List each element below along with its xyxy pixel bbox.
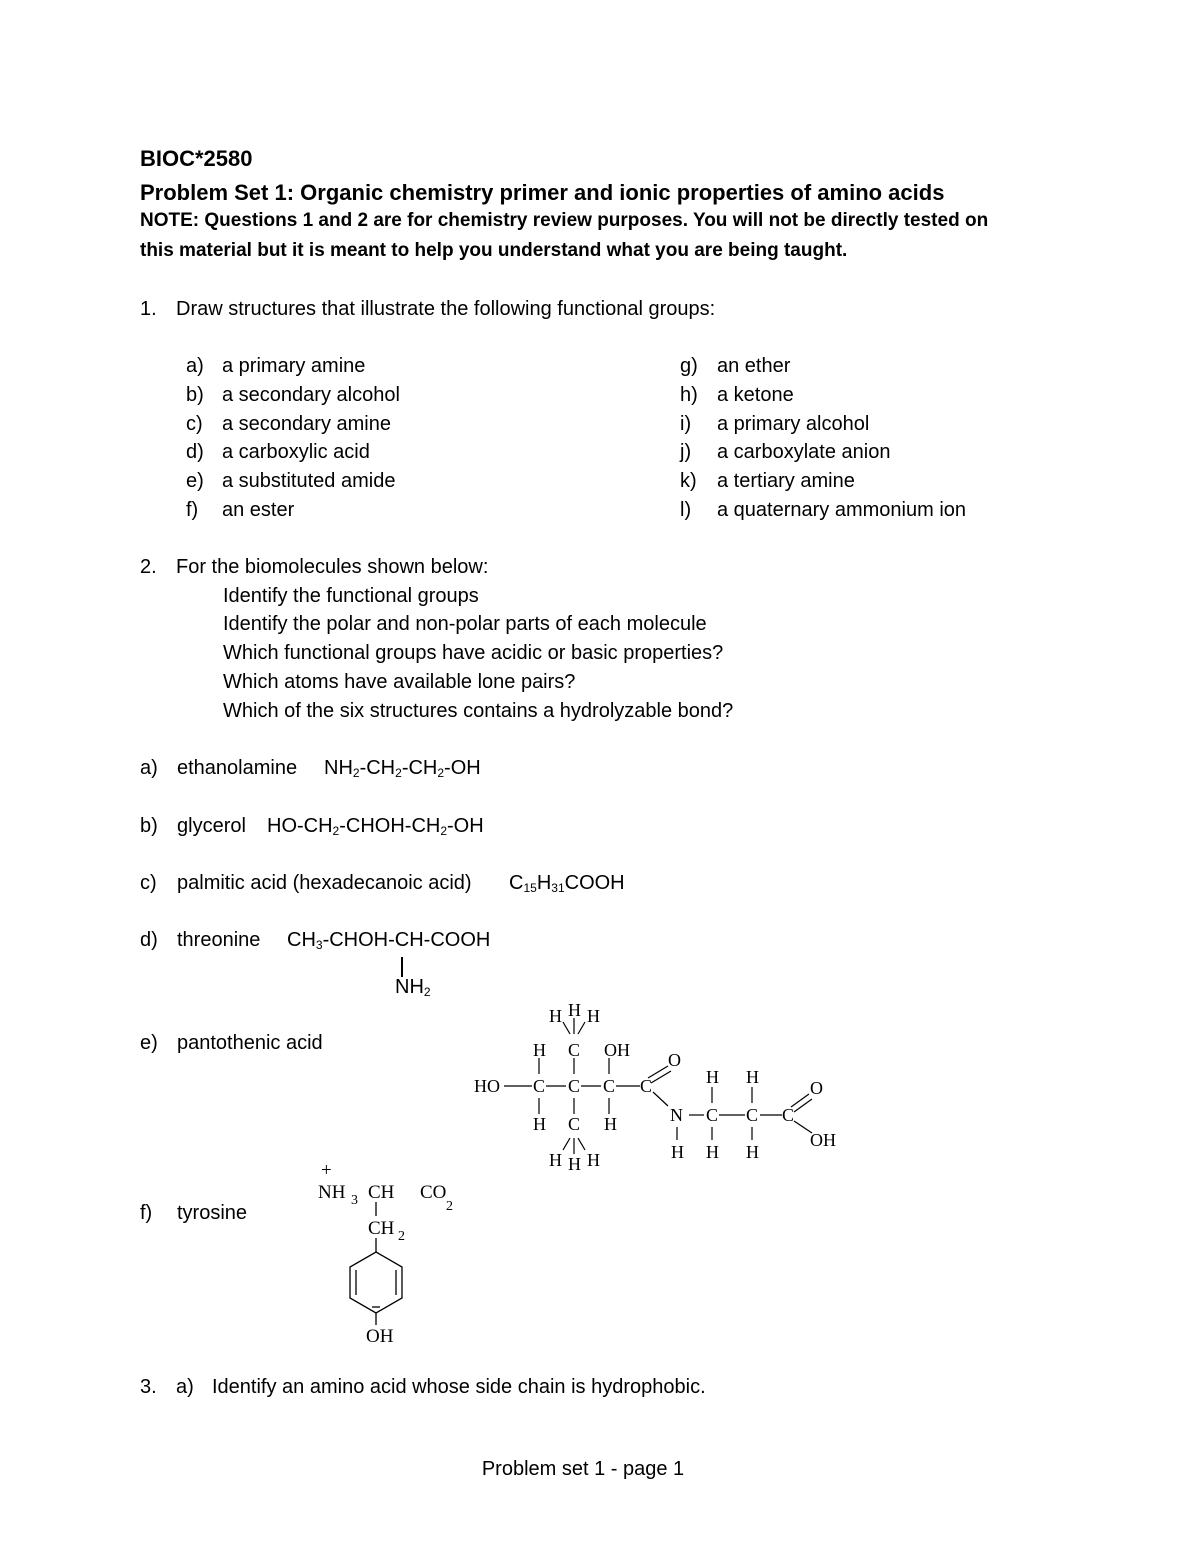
list-item: an ester: [222, 499, 295, 521]
course-code: BIOC*2580: [140, 146, 253, 171]
atom-label: C: [640, 1076, 653, 1096]
q3-letter: a): [176, 1376, 194, 1398]
list-item: a primary alcohol: [717, 413, 870, 435]
task-item: Identify the functional groups: [223, 585, 479, 607]
atom-label: H: [549, 1150, 562, 1170]
task-item: Identify the polar and non-polar parts of each molecule: [223, 613, 707, 635]
atom-label: C: [568, 1114, 581, 1134]
molecule-b-formula: $HO-CH_2-CHOH-CH_2-OH$: [267, 815, 484, 838]
atom-label: H: [587, 1006, 600, 1026]
atom-label: H: [706, 1067, 719, 1087]
list-item-letter: b): [186, 384, 204, 406]
task-item: Which of the six structures contains a hydrolyzable bond?: [223, 700, 734, 722]
atom-label: C: [706, 1105, 719, 1125]
molecule-e-letter: e): [140, 1032, 158, 1054]
atom-label: C: [782, 1105, 795, 1125]
molecule-a-name: ethanolamine: [177, 757, 298, 779]
list-item-letter: h): [680, 384, 698, 406]
list-item: a tertiary amine: [717, 470, 855, 492]
threonine-amino-group: $NH_2$: [395, 976, 431, 999]
list-item-letter: e): [186, 470, 204, 492]
atom-label: CO: [420, 1182, 447, 1203]
list-item-letter: l): [680, 499, 692, 521]
atom-label: C: [533, 1076, 546, 1096]
molecule-d-letter: d): [140, 929, 158, 951]
list-item-letter: f): [186, 499, 199, 521]
list-item: a carboxylic acid: [222, 441, 370, 463]
list-item: a substituted amide: [222, 470, 396, 492]
atom-label: H: [746, 1067, 759, 1087]
task-item: Which atoms have available lone pairs?: [223, 671, 576, 693]
atom-label: N: [670, 1105, 683, 1125]
q3-number: 3.: [140, 1376, 157, 1398]
atom-label: HO: [474, 1076, 500, 1096]
list-item-letter: c): [186, 413, 203, 435]
list-item-letter: i): [680, 413, 692, 435]
atom-label: 3: [351, 1193, 358, 1208]
atom-label: H: [533, 1114, 546, 1134]
molecule-b-name: glycerol: [177, 815, 246, 837]
list-item: a carboxylate anion: [717, 441, 891, 463]
atom-label: O: [810, 1078, 823, 1098]
pantothenic-atoms: [474, 1000, 836, 1174]
molecule-b-letter: b): [140, 815, 158, 837]
atom-label: C: [603, 1076, 616, 1096]
task-item: Which functional groups have acidic or basic properties?: [223, 642, 724, 664]
q2-number: 2.: [140, 556, 157, 578]
molecule-c-letter: c): [140, 872, 157, 894]
page-title: Problem Set 1: Organic chemistry primer and ionic properties of amino acids: [140, 180, 945, 205]
atom-label: NH: [318, 1182, 346, 1203]
atom-label: H: [568, 1000, 581, 1020]
molecule-a-letter: a): [140, 757, 158, 779]
atom-label: H: [549, 1006, 562, 1026]
molecule-e-name: pantothenic acid: [177, 1032, 323, 1054]
atom-label: H: [533, 1040, 546, 1060]
atom-label: H: [706, 1142, 719, 1162]
list-item: an ether: [717, 355, 791, 377]
atom-label: H: [604, 1114, 617, 1134]
list-item: a secondary alcohol: [222, 384, 400, 406]
list-item: a quaternary ammonium ion: [717, 499, 967, 521]
tyrosine-structure: [310, 1160, 480, 1355]
atom-label: H: [568, 1154, 581, 1174]
atom-label: OH: [604, 1040, 630, 1060]
tyrosine-atoms: [318, 1160, 453, 1347]
atom-label: OH: [366, 1326, 394, 1347]
q1-number: 1.: [140, 298, 157, 320]
note-line-2: this material but it is meant to help you understand what you are being taught.: [140, 240, 848, 261]
pantothenic-bonds: [504, 1018, 812, 1154]
list-item: a primary amine: [222, 355, 366, 377]
list-item-letter: k): [680, 470, 697, 492]
list-item-letter: d): [186, 441, 204, 463]
molecule-a-formula: $NH_2-CH_2-CH_2-OH$: [324, 757, 481, 780]
atom-label: C: [568, 1040, 581, 1060]
q3-text: Identify an amino acid whose side chain is hydrophobic.: [212, 1376, 706, 1398]
atom-label: O: [668, 1050, 681, 1070]
atom-label: H: [587, 1150, 600, 1170]
atom-label: OH: [810, 1130, 836, 1150]
atom-label: C: [568, 1076, 581, 1096]
molecule-c-formula: $C_{15}H_{31}COOH$: [509, 872, 625, 895]
list-item: a ketone: [717, 384, 794, 406]
q1-prompt: Draw structures that illustrate the following functional groups:: [176, 298, 716, 320]
list-item: a secondary amine: [222, 413, 391, 435]
list-item-letter: j): [680, 441, 692, 463]
molecule-f-name: tyrosine: [177, 1202, 248, 1224]
pantothenic-acid-structure: [460, 1000, 860, 1180]
charge-plus: +: [321, 1160, 332, 1181]
atom-label: CH: [368, 1182, 395, 1203]
molecule-f-letter: f): [140, 1202, 153, 1224]
list-item-letter: a): [186, 355, 204, 377]
molecule-d-formula: $CH_3-CHOH-CH$-COOH: [287, 929, 491, 952]
molecule-d-name: threonine: [177, 929, 261, 951]
atom-label: 2: [446, 1199, 453, 1214]
threonine-bond: [401, 957, 403, 977]
page-footer: Problem set 1 - page 1: [481, 1458, 685, 1480]
note-line-1: NOTE: Questions 1 and 2 are for chemistry review purposes. You will not be directly tested on: [140, 210, 989, 231]
atom-label: CH: [368, 1218, 395, 1239]
atom-label: C: [746, 1105, 759, 1125]
atom-label: H: [746, 1142, 759, 1162]
atom-label: 2: [398, 1229, 405, 1244]
list-item-letter: g): [680, 355, 698, 377]
q2-prompt: For the biomolecules shown below:: [176, 556, 489, 578]
molecule-c-name: palmitic acid (hexadecanoic acid): [177, 872, 472, 894]
atom-label: H: [671, 1142, 684, 1162]
